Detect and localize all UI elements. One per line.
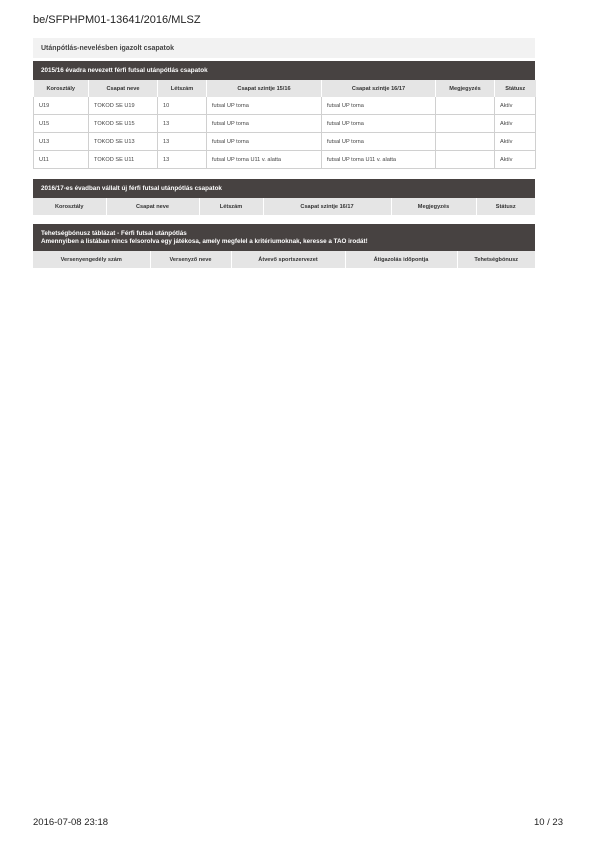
talent-bonus-table [33,224,535,268]
col-header: Státusz [476,198,535,215]
document-id: be/SFPHPM01-13641/2016/MLSZ [33,14,201,26]
col-header: Csapat neve [89,80,158,97]
col-header: Átigazolás időpontja [345,251,457,268]
table-row [34,151,536,169]
table-cell: 13 [158,115,207,133]
table-cell: futsal UP torna [322,97,436,115]
table-cell [436,151,495,169]
table-cell: 13 [158,133,207,151]
talent-bonus-grid [33,251,535,268]
table-cell: futsal UP torna [207,97,322,115]
new-teams-table [33,179,535,215]
registered-teams-grid [33,80,536,169]
col-header: Megjegyzés [436,80,495,97]
table-header-row [33,198,535,215]
table-cell: U13 [34,133,89,151]
col-header: Versenyengedély szám [33,251,150,268]
registered-teams-title: 2015/16 évadra nevezett férfi futsal utánpótlás csapatok [33,61,535,80]
footer-date: 2016-07-08 23:18 [33,817,109,828]
talent-bonus-title [33,224,535,251]
section-title: Utánpótlás-nevelésben igazolt csapatok [33,38,535,58]
table-cell: U19 [34,97,89,115]
col-header: Csapat szintje 15/16 [207,80,322,97]
table-cell: futsal UP torna U11 v. alatta [207,151,322,169]
col-header: Korosztály [34,80,89,97]
table-cell [436,97,495,115]
table-cell [436,133,495,151]
table-cell: TOKOD SE U15 [89,115,158,133]
new-teams-grid [33,198,535,215]
col-header: Tehetségbónusz [457,251,535,268]
col-header: Létszám [199,198,263,215]
col-header: Csapat szintje 16/17 [322,80,436,97]
table-cell: Aktív [495,115,536,133]
table-cell: futsal UP torna [322,133,436,151]
col-header: Átvevő sportszervezet [231,251,345,268]
table-cell: Aktív [495,151,536,169]
page-number: 10 / 23 [533,817,563,828]
table-cell: Aktív [495,133,536,151]
table-cell: Aktív [495,97,536,115]
table-cell: U15 [34,115,89,133]
col-header: Státusz [495,80,536,97]
talent-bonus-title-line: Tehetségbónusz táblázat - Férfi futsal utánpótlás [41,230,187,237]
table-cell: futsal UP torna [207,133,322,151]
table-cell: TOKOD SE U11 [89,151,158,169]
table-header-row [34,80,536,97]
table-cell: TOKOD SE U19 [89,97,158,115]
talent-bonus-note: Amennyiben a listában nincs felsorolva egy játékosa, amely megfelel a kritériumoknak, keresse a TAO irodát! [41,238,368,245]
col-header: Létszám [158,80,207,97]
table-cell: futsal UP torna U11 v. alatta [322,151,436,169]
table-cell: 13 [158,151,207,169]
new-teams-title: 2016/17-es évadban vállalt új férfi futsal utánpótlás csapatok [33,179,535,198]
table-cell [436,115,495,133]
table-cell: 10 [158,97,207,115]
table-row [34,133,536,151]
table-header-row [33,251,535,268]
col-header: Versenyző neve [150,251,231,268]
table-cell: U11 [34,151,89,169]
table-cell: futsal UP torna [207,115,322,133]
table-cell: futsal UP torna [322,115,436,133]
table-row [34,97,536,115]
col-header: Csapat neve [106,198,199,215]
col-header: Csapat szintje 16/17 [263,198,391,215]
table-cell: TOKOD SE U13 [89,133,158,151]
col-header: Megjegyzés [391,198,476,215]
table-row [34,115,536,133]
registered-teams-table [33,61,535,169]
col-header: Korosztály [33,198,106,215]
